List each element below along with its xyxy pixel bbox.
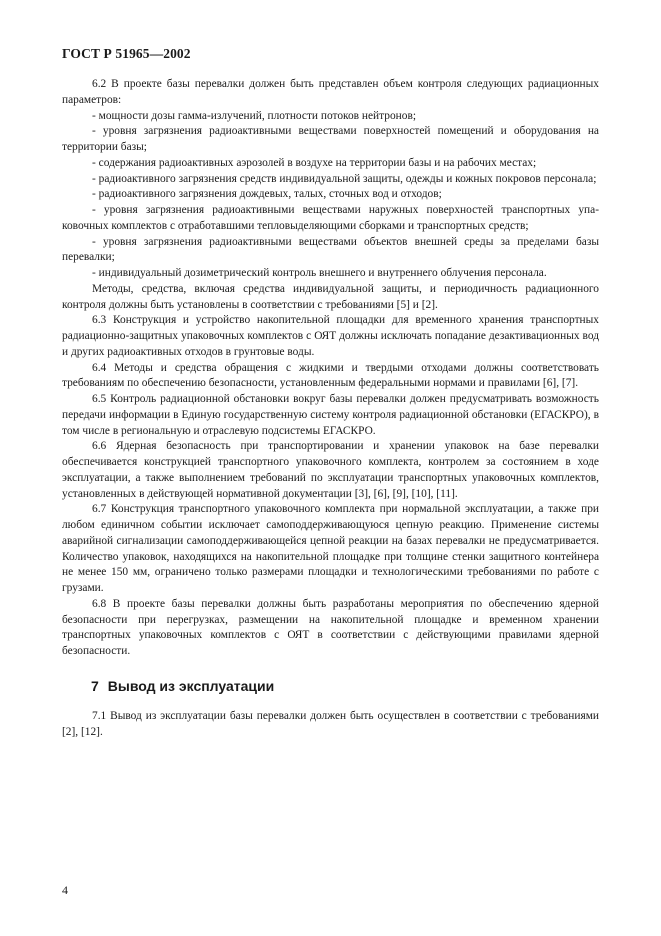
paragraph-6-3: 6.3 Конструкция и устройство накопительной площадки для временного хранения транспортных радиационно-защитных упаковочных комплектов с ОЯТ должны исключать попадание дезактивационных вод и других радиоактивных отходов в грунтовые воды. (62, 314, 599, 358)
list-item: - мощности дозы гамма-излучений, плотности потоков нейтронов; (92, 109, 416, 122)
paragraph-6-5: 6.5 Контроль радиационной обстановки вокруг базы перевалки должен предусматривать возможность передачи информации в Единую государственную систему контроля радиационной обстановки (ЕГАСКРО), в том числе в региональную и отраслевую подсистемы ЕГАСКРО. (62, 393, 599, 437)
list-item: - уровня загрязнения радиоактивными веществами поверхностей помещений и оборудования на территории базы; (62, 125, 599, 153)
paragraph-6-7: 6.7 Конструкция транспортного упаковочного комплекта при нормальной эксплуатации, а также при любом единичном событии исключает самоподдерживающуюся цепную реакцию. Применение системы аварийной сигнализации самоподдерживающейся цепной реакции на базах перевалки не предусматривается. Количество упаковок, находящихся на накопительной площадке при толщине стенки защитного контейнера не менее 150 мм, ограничено только размерами площадки и технологическими требованиями по работе с грузами. (62, 503, 599, 594)
paragraph-7-1: 7.1 Вывод из эксплуатации базы перевалки должен быть осуществлен в соответствии с требованиями [2], [12]. (62, 709, 599, 738)
list-item: - уровня загрязнения радиоактивными веществами объектов внешней среды за пределами базы перевалки; (62, 235, 599, 264)
page-number: 4 (62, 883, 68, 897)
section-7-heading (62, 677, 599, 695)
document-body (62, 77, 599, 740)
section-title: Вывод из эксплуатации (107, 677, 275, 694)
list-item: - радиоактивного загрязнения средств индивидуальной защиты, одежды и кожных покровов персонала; (92, 172, 597, 185)
paragraph-6-8: 6.8 В проекте базы перевалки должны быть разработаны мероприятия по обеспечению ядерной безопасности при перегрузках, размещении на накопительной площадке и временном хранении транспортных упаковочных комплектов с ОЯТ в соответствии с действующими правилами ядерной безопасности. (62, 597, 599, 657)
list-item: - содержания радиоактивных аэрозолей в воздухе на территории базы и на рабочих местах; (92, 156, 537, 169)
paragraph-6-6: 6.6 Ядерная безопасность при транспортировании и хранении упаковок на базе перевалки обеспечивается конструкцией транспортного упаковочного комплекта, контролем за состоянием в ходе эксплуатации, а также выполнением требований по эксплуатации транспортных упаковочных комплектов, установленных в действующей нормативной документации [3], [6], [9], [10], [11]. (62, 440, 599, 500)
paragraph-methods: Методы, средства, включая средства индивидуальной защиты, и периодичность радиационного контроля должны быть установлены в соответствии с требованиями [5] и [2]. (62, 282, 599, 311)
section-number: 7 (91, 677, 99, 694)
document-header: ГОСТ Р 51965—2002 (62, 46, 191, 61)
list-item: - радиоактивного загрязнения дождевых, талых, сточных вод и отходов; (92, 188, 442, 201)
paragraph-6-2: 6.2 В проекте базы перевалки должен быть представлен объем контроля следующих радиационных параметров: (62, 78, 599, 106)
list-item: - индивидуальный дозиметрический контроль внешнего и внутреннего облучения персонала. (92, 267, 547, 279)
paragraph-6-4: 6.4 Методы и средства обращения с жидкими и твердыми отходами должны соответствовать требованиям по обеспечению безопасности, установленным федеральными нормами и правилами [6], [7]. (62, 361, 599, 390)
list-item: - уровня загрязнения радиоактивными веществами наружных поверхностей транспортных упаковочных комплектов с отработавшими тепловыделяющими сборками и транспортных средств; (62, 204, 599, 232)
